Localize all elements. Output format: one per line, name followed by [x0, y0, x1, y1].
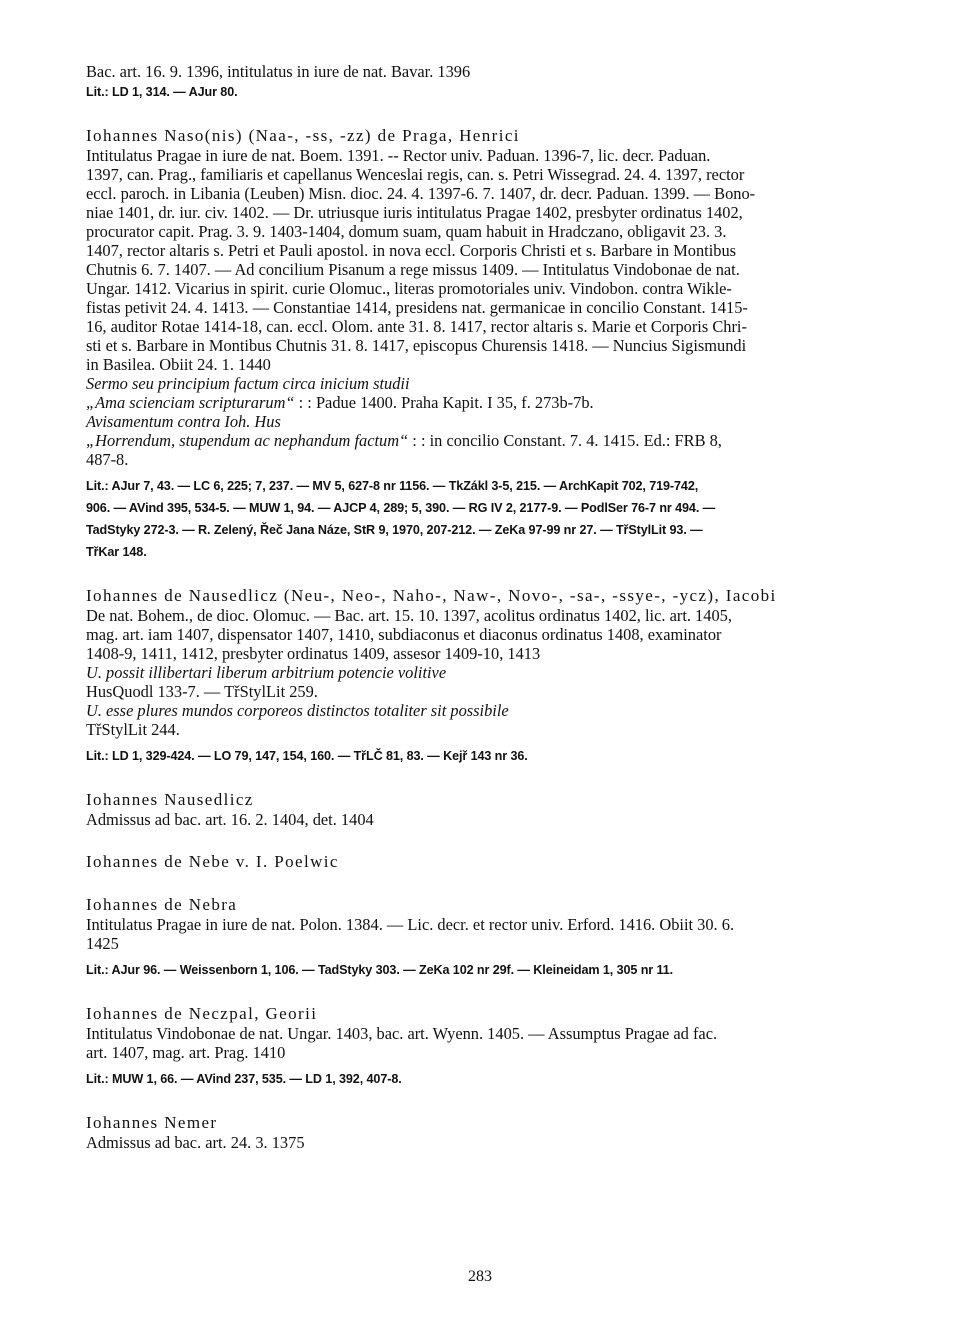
- biographical-entry: [86, 585, 900, 767]
- work-title-line: [86, 412, 900, 431]
- entry-top: [86, 62, 900, 103]
- entry-text-line: in Basilea. Obiit 24. 1. 1440: [86, 355, 271, 374]
- literature-line: Lit.: MUW 1, 66. — AVind 237, 535. — LD 1, 392, 407-8.: [86, 1072, 402, 1086]
- entry-text-line: Intitulatus Pragae in iure de nat. Boem. 1391. -- Rector univ. Paduan. 1396-7, lic. decr. Paduan.: [86, 146, 711, 165]
- biographical-entry: [86, 1003, 900, 1090]
- entry-text-line: mag. art. iam 1407, dispensator 1407, 1410, subdiaconus et diaconus ordinatus 1408, examinator: [86, 625, 722, 644]
- entry-text-line: 1425: [86, 934, 119, 953]
- entry-text-line: Intitulatus Vindobonae de nat. Ungar. 1403, bac. art. Wyenn. 1405. — Assumptus Pragae ad fac.: [86, 1024, 718, 1043]
- literature-line: Lit.: LD 1, 314. — AJur 80.: [86, 85, 238, 99]
- work-title: U. possit illibertari liberum arbitrium potencie volitive: [86, 663, 447, 682]
- work-title-line: [86, 450, 900, 469]
- work-title-line: [86, 431, 900, 450]
- entry-text-line: Ungar. 1412. Vicarius in spirit. curie Olomuc., literas promotoriales univ. Vindobon. contra Wikle-: [86, 279, 732, 298]
- literature-line: Lit.: AJur 7, 43. — LC 6, 225; 7, 237. — MV 5, 627-8 nr 1156. — TkZákl 3-5, 215. — ArchKapit 702, 719-742,: [86, 479, 699, 493]
- work-title: „Horrendum, stupendum ac nephandum factum“: [86, 431, 409, 450]
- work-details: HusQuodl 133-7. — TřStylLit 259.: [86, 682, 318, 701]
- entry-name: Iohannes de Nebe v. I. Poelwic: [86, 852, 339, 871]
- page-number: 283: [468, 1268, 492, 1285]
- entry-name: Iohannes Naso(nis) (Naa-, -ss, -zz) de Praga, Henrici: [86, 126, 520, 145]
- entry-text-line: 16, auditor Rotae 1414-18, can. eccl. Olom. ante 31. 8. 1417, rector altaris s. Marie et Corporis Chri-: [86, 317, 747, 336]
- entry-text-line: 1397, can. Prag., familiaris et capellanus Wenceslai regis, can. s. Petri Wissegrad. 24. 4. 1397, rector: [86, 165, 745, 184]
- entry-text-line: procurator capit. Prag. 3. 9. 1403-1404, domum suam, quam habuit in Hradczano, obligavit 23. 3.: [86, 222, 727, 241]
- entry-text-line: fistas petivit 24. 4. 1413. — Constantiae 1414, presidens nat. germanicae in concilio Constant. 1415-: [86, 298, 748, 317]
- work-title: „Ama scienciam scripturarum“: [86, 393, 295, 412]
- work-title: U. esse plures mundos corporeos distinctos totaliter sit possibile: [86, 701, 509, 720]
- work-details: : : Padue 1400. Praha Kapit. I 35, f. 273b-7b.: [298, 393, 594, 412]
- literature-line: Lit.: AJur 96. — Weissenborn 1, 106. — TadStyky 303. — ZeKa 102 nr 29f. — Kleineidam 1, 305 nr 11.: [86, 963, 674, 977]
- work-title: Sermo seu principium factum circa inicium studii: [86, 374, 410, 393]
- entry-name: Iohannes de Neczpal, Georii: [86, 1004, 318, 1023]
- work-title-line: [86, 720, 900, 739]
- work-details: : : in concilio Constant. 7. 4. 1415. Ed.: FRB 8,: [412, 431, 722, 450]
- work-title-line: [86, 682, 900, 701]
- literature-line: TřKar 148.: [86, 545, 147, 559]
- entry-name: Iohannes de Nausedlicz (Neu-, Neo-, Naho-, Naw-, Novo-, -sa-, -ssye-, -ycz), Iacobi: [86, 586, 777, 605]
- entry-text-line: Intitulatus Pragae in iure de nat. Polon. 1384. — Lic. decr. et rector univ. Erford. 1416. Obiit 30. 6.: [86, 915, 735, 934]
- work-details: 487-8.: [86, 450, 129, 469]
- work-title: Avisamentum contra Ioh. Hus: [86, 412, 281, 431]
- entry-text-line: 1408-9, 1411, 1412, presbyter ordinatus 1409, assesor 1409-10, 1413: [86, 644, 541, 663]
- biographical-entry: [86, 894, 900, 981]
- biographical-entry: [86, 789, 900, 829]
- entry-text-line: eccl. paroch. in Libania (Leuben) Misn. dioc. 24. 4. 1397-6. 7. 1407, dr. decr. Paduan. 1399. — Bono-: [86, 184, 756, 203]
- work-details: TřStylLit 244.: [86, 720, 180, 739]
- literature-line: 906. — AVind 395, 534-5. — MUW 1, 94. — AJCP 4, 289; 5, 390. — RG IV 2, 2177-9. — PodlSer 76-7 nr 494. —: [86, 501, 716, 515]
- entry-text-line: sti et s. Barbare in Montibus Chutnis 31. 8. 1417, episcopus Churensis 1418. — Nuncius Sigismundi: [86, 336, 747, 355]
- entry-text-line: 1407, rector altaris s. Petri et Pauli apostol. in nova eccl. Corporis Christi et s. Barbare in Montibus: [86, 241, 737, 260]
- entry-text-line: Admissus ad bac. art. 24. 3. 1375: [86, 1133, 305, 1152]
- entry-name: Iohannes de Nebra: [86, 895, 238, 914]
- entries-list: [86, 125, 900, 1152]
- entry-text-line: Chutnis 6. 7. 1407. — Ad concilium Pisanum a rege missus 1409. — Intitulatus Vindobonae de nat.: [86, 260, 740, 279]
- literature-line: TadStyky 272-3. — R. Zelený, Řeč Jana Náze, StR 9, 1970, 207-212. — ZeKa 97-99 nr 27. — TřStylLit 93. —: [86, 523, 703, 537]
- entry-text-line: Admissus ad bac. art. 16. 2. 1404, det. 1404: [86, 810, 374, 829]
- entry-name: Iohannes Nausedlicz: [86, 790, 254, 809]
- document-page: [86, 62, 900, 1152]
- biographical-entry: [86, 125, 900, 563]
- literature-line: Lit.: LD 1, 329-424. — LO 79, 147, 154, 160. — TřLČ 81, 83. — Kejř 143 nr 36.: [86, 749, 528, 763]
- entry-name: Iohannes Nemer: [86, 1113, 218, 1132]
- work-title-line: [86, 393, 900, 412]
- entry-text-line: De nat. Bohem., de dioc. Olomuc. — Bac. art. 15. 10. 1397, acolitus ordinatus 1402, lic. art. 1405,: [86, 606, 732, 625]
- work-title-line: [86, 663, 900, 682]
- entry-text-line: niae 1401, dr. iur. civ. 1402. — Dr. utriusque iuris intitulatus Pragae 1402, presbyter ordinatus 1402,: [86, 203, 743, 222]
- biographical-entry: [86, 1112, 900, 1152]
- work-title-line: [86, 374, 900, 393]
- entry-text-line: art. 1407, mag. art. Prag. 1410: [86, 1043, 286, 1062]
- entry-text-line: Bac. art. 16. 9. 1396, intitulatus in iure de nat. Bavar. 1396: [86, 62, 471, 81]
- biographical-entry: [86, 851, 900, 872]
- work-title-line: [86, 701, 900, 720]
